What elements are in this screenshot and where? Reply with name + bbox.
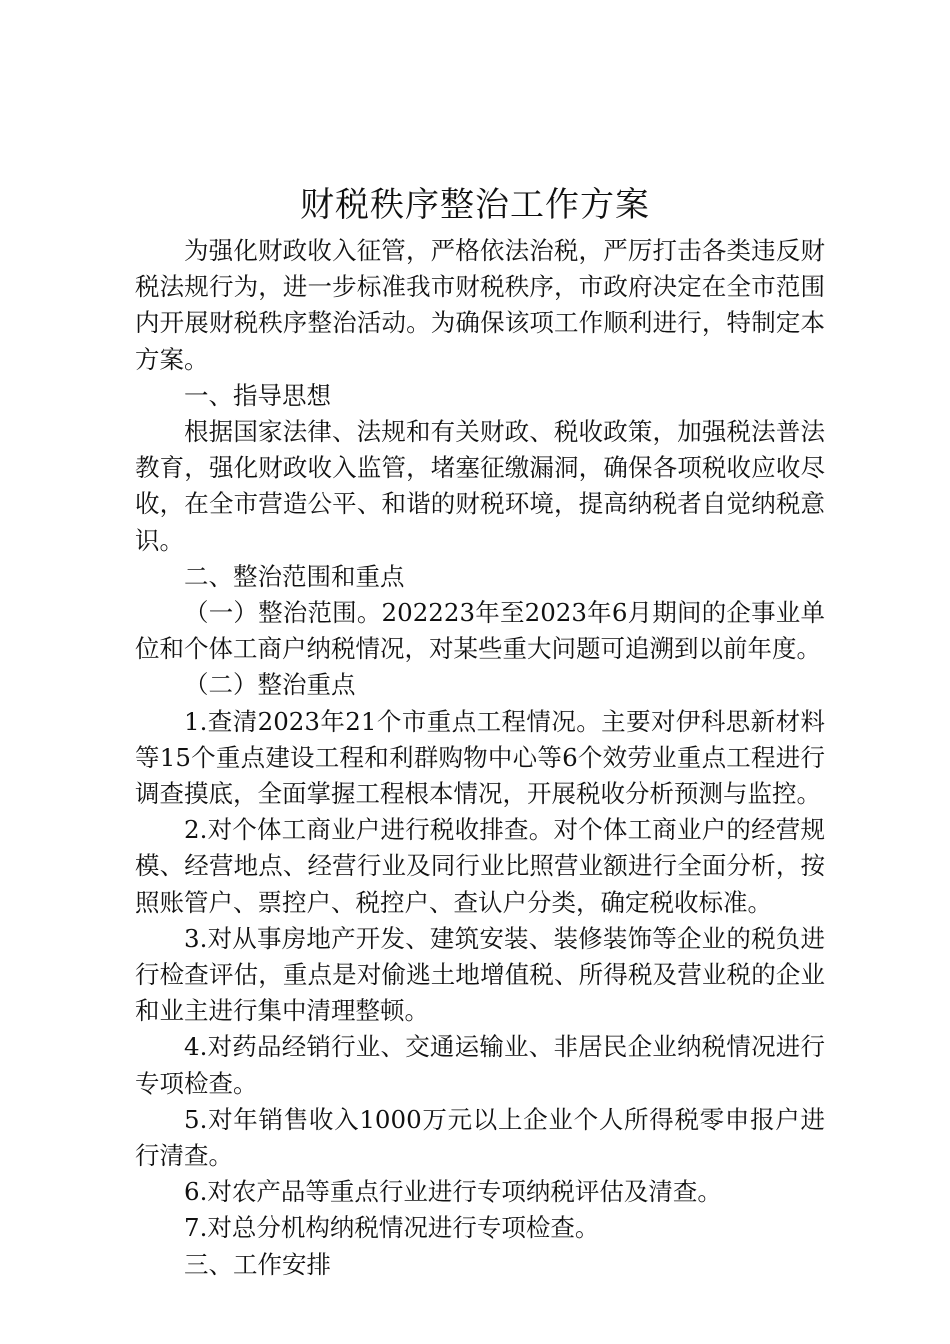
subsection-heading-focus: （二）整治重点 (184, 670, 356, 700)
document-body (135, 233, 825, 1283)
section-heading-work-arrangement: 三、工作安排 (184, 1249, 331, 1279)
focus-item-7: 7.对总分机构纳税情况进行专项检查。 (184, 1213, 600, 1243)
section-heading-guiding-thought: 一、指导思想 (184, 380, 331, 410)
focus-item-2: 2.对个体工商业户进行税收排查。对个体工商业户的经营规模、经营地点、经营行业及同行业比照营业额进行全面分析，按照账管户、票控户、税控户、查认户分类，确定税收标准。 (135, 815, 825, 917)
focus-item-4: 4.对药品经销行业、交通运输业、非居民企业纳税情况进行专项检查。 (135, 1032, 825, 1098)
section-heading-scope-and-focus: 二、整治范围和重点 (184, 561, 405, 591)
focus-item-1: 1.查清2023年21个市重点工程情况。主要对伊科思新材料等15个重点建设工程和利群购物中心等6个效劳业重点工程进行调查摸底，全面掌握工程根本情况，开展税收分析预测与监控。 (135, 706, 825, 809)
document-title: 财税秩序整治工作方案 (300, 185, 650, 225)
focus-item-6: 6.对农产品等重点行业进行专项纳税评估及清查。 (184, 1177, 722, 1207)
focus-item-3: 3.对从事房地产开发、建筑安装、装修装饰等企业的税负进行检查评估，重点是对偷逃土地增值税、所得税及营业税的企业和业主进行集中清理整顿。 (135, 923, 825, 1026)
focus-item-5: 5.对年销售收入1000万元以上企业个人所得税零申报户进行清查。 (135, 1104, 825, 1171)
scope-paragraph: （一）整治范围。202223年至2023年6月期间的企事业单位和个体工商户纳税情况，对某些重大问题可追溯到以前年度。 (135, 598, 825, 664)
guiding-thought-paragraph: 根据国家法律、法规和有关财政、税收政策，加强税法普法教育，强化财政收入监管，堵塞征缴漏洞，确保各项税收应收尽收，在全市营造公平、和谐的财税环境，提高纳税者自觉纳税意识。 (135, 417, 825, 555)
intro-paragraph: 为强化财政收入征管，严格依法治税，严厉打击各类违反财税法规行为，进一步标准我市财税秩序，市政府决定在全市范围内开展财税秩序整治活动。为确保该项工作顺利进行，特制定本方案。 (135, 236, 825, 374)
